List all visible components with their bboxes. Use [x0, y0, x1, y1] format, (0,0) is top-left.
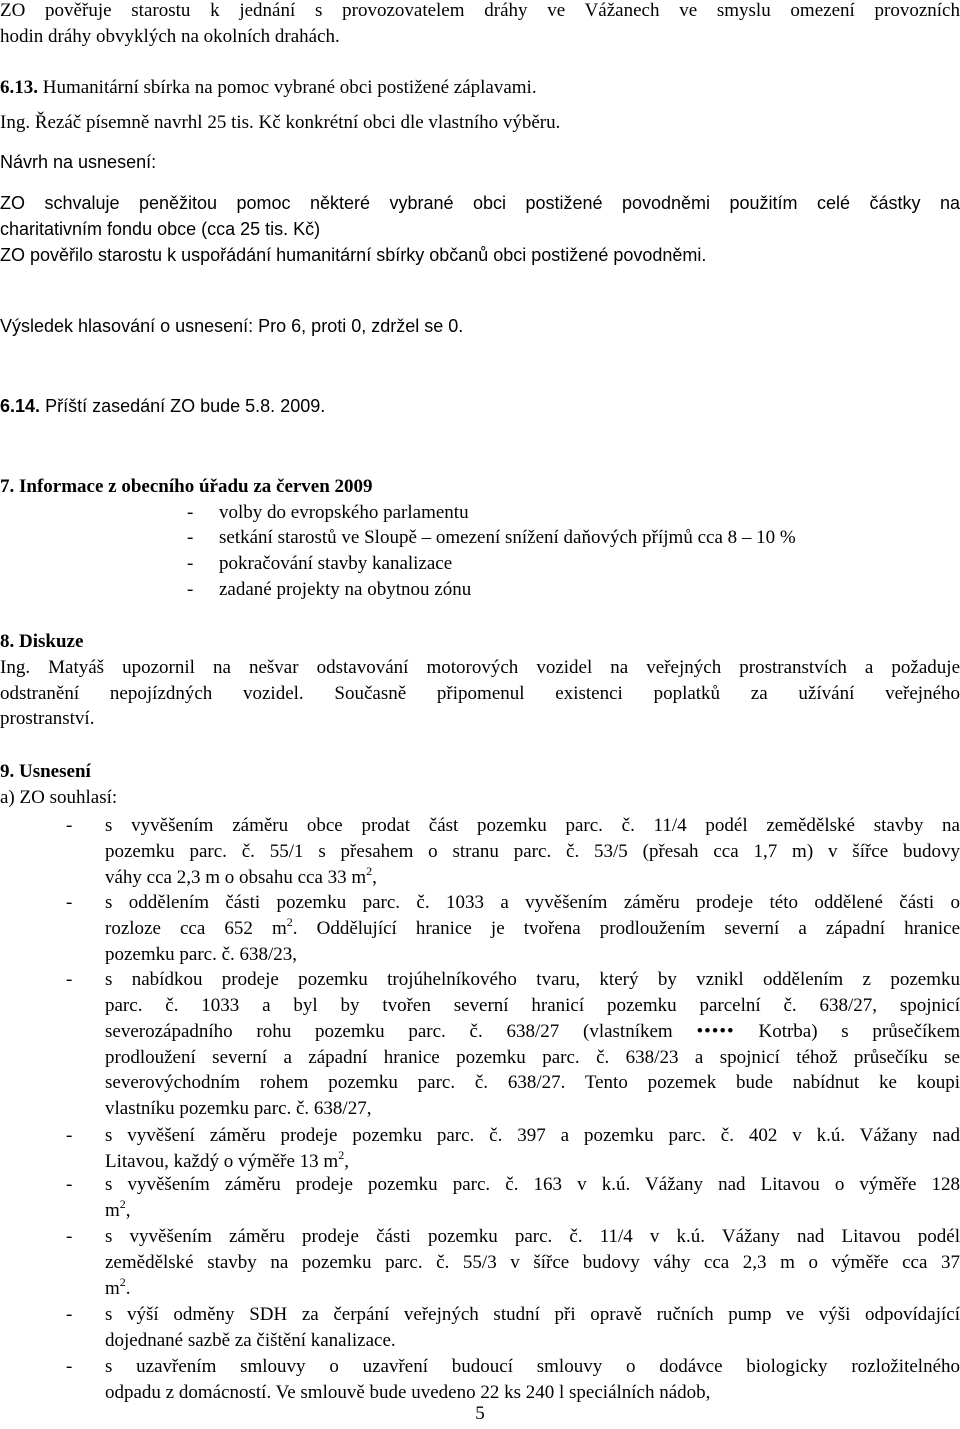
resolution-subheading: a) ZO souhlasí: [0, 787, 118, 808]
intro-line-1: ZO pověřuje starostu k jednání s provozovatelem dráhy ve Vážanech ve smyslu omezení provozních [0, 0, 960, 21]
intro-line-2: hodin dráhy obvyklých na okolních drahách. [0, 26, 340, 47]
proposal-label: Návrh na usnesení: [0, 152, 157, 172]
section-title: Humanitární sbírka na pomoc vybrané obci postižené záplavami. [42, 77, 537, 98]
section-6-13-heading [0, 75, 960, 101]
resolution-2: ZO pověřilo starostu k uspořádání humanitární sbírky občanů obci postižené povodněmi. [0, 245, 707, 265]
document-page: ZO pověřuje starostu k jednání s provozovatelem dráhy ve Vážanech ve smyslu omezení provozních hodin dráhy obvyklých na okolních drahách. 6.13. Humanitární sbírka na pomoc vybrané obci postižené záplavami. Ing. Řezáč písemně navrhl 25 tis. Kč konkrétní obci dle vlastního výběru. Návrh na usnesení: ZO schvaluje peněžitou pomoc některé vybrané obci postižené povodněmi použitím celé částky na charitativním fondu obce (cca 25 tis. Kč) ZO pověřilo starostu k uspořádání humanitární sbírky občanů obci postižené povodněmi. Výsledek hlasování o usnesení: Pro 6, proti 0, zdržel se 0. 6.14. Příští zasedání ZO bude 5.8. 2009. 7. Informace z obecního úřadu za červen 2009 - volby do evropského parlamentu - setkání starostů ve Sloupě – omezení snížení daňových příjmů cca 8 – 10 % - pokračování stavby kanalizace - zadané projekty na obytnou zónu 8. Diskuze Ing. Matyáš upozornil na nešvar odstavování motorových vozidel na veřejných prostranstvích a požaduje odstranění nepojízdných vozidel. Současně připomenul existenci poplatků za užívání veřejného prostranství. 9. Usnesení a) ZO souhlasí: - s vyvěšením záměru obce prodat část pozemku parc. č. 11/4 podél zemědělské stavby na pozemku parc. č. 55/1 s přesahem o stranu parc. č. 53/5 (přesah cca 1,7 m) v šířce budovy váhy cca 2,3 m o obsahu cca 33 $m^2$, - s oddělením části pozemku parc. č. 1033 a vyvěšením záměru prodeje této oddělené části o rozloze cca 652 $m^2$. Oddělující hranice je tvořena prodloužením severní a západní hranice pozemku parc. č. 638/23, - s nabídkou prodeje pozemku trojúhelníkového tvaru, který by vznikl oddělením z pozemku parc. č. 1033 a byl by tvořen severní hranicí pozemku parcelní č. 638/27, spojnicí severozápadního rohu pozemku parc. č. 638/27 (vlastníkem ••••• Kotrba) s průsečíkem prodloužení severní a západní hranice pozemku parc. č. 638/23 a spojnicí téhož průsečíku se severovýchodním rohem pozemku parc. č. 638/27. Tento pozemek bude nabídnut ke koupi vlastníku pozemku parc. č. 638/27, - s vyvěšení záměru prodeje pozemku parc. č. 397 a pozemku parc. č. 402 v k.ú. Vážany nad Litavou, každý o výměře 13 $m^2$, - s vyvěšením záměru prodeje pozemku parc. č. 163 v k.ú. Vážany nad Litavou o výměře 128 $m^2$, - s vyvěšením záměru prodeje části pozemku parc. č. 11/4 v k.ú. Vážany nad Litavou podél zemědělské stavby na pozemku parc. č. 55/3 v šířce budovy váhy cca 2,3 m o výměře cca 37 $m^2$. - s výší odměny SDH za čerpání veřejných studní při opravě ručních pump ve výši odpovídající dojednané sazbě za čištění kanalizace. - s uzavřením smlouvy o uzavření budoucí smlouvy o dodávce biologicky rozložitelného odpadu z domácností. Ve smlouvě bude uvedeno 22 ks 240 l speciálních nádob, 5 [0, 0, 960, 1429]
section-7-heading [0, 474, 960, 500]
discussion-line-3: prostranství. [0, 708, 95, 729]
section-text: Příští zasedání ZO bude 5.8. 2009. [45, 396, 326, 416]
resolution-1-line-2: charitativním fondu obce (cca 25 tis. Kč) [0, 219, 321, 239]
section-number: 6.14. [0, 396, 41, 416]
resolution-1-line-1: ZO schvaluje peněžitou pomoc některé vybrané obci postižené povodněmi použitím celé částky na [0, 193, 960, 213]
section-title: Informace z obecního úřadu za červen 2009 [19, 476, 373, 497]
section-number: 6.13. [0, 77, 38, 98]
discussion-line-2: odstranění nepojízdných vozidel. Současně připomenul existenci poplatků za užívání veřejného [0, 683, 960, 704]
section-6-14 [0, 393, 960, 419]
section-8-heading: 8. Diskuze [0, 631, 84, 652]
section-number: 7. [0, 476, 15, 497]
page-number: 5 [475, 1403, 485, 1424]
vote-result: Výsledek hlasování o usnesení: Pro 6, proti 0, zdržel se 0. [0, 316, 464, 336]
section-6-13-line-2: Ing. Řezáč písemně navrhl 25 tis. Kč konkrétní obci dle vlastního výběru. [0, 112, 561, 133]
discussion-line-1: Ing. Matyáš upozornil na nešvar odstavování motorových vozidel na veřejných prostranstvích a požaduje [0, 657, 960, 678]
redacted-name: ••••• [696, 1021, 735, 1042]
section-9-heading: 9. Usnesení [0, 761, 91, 782]
